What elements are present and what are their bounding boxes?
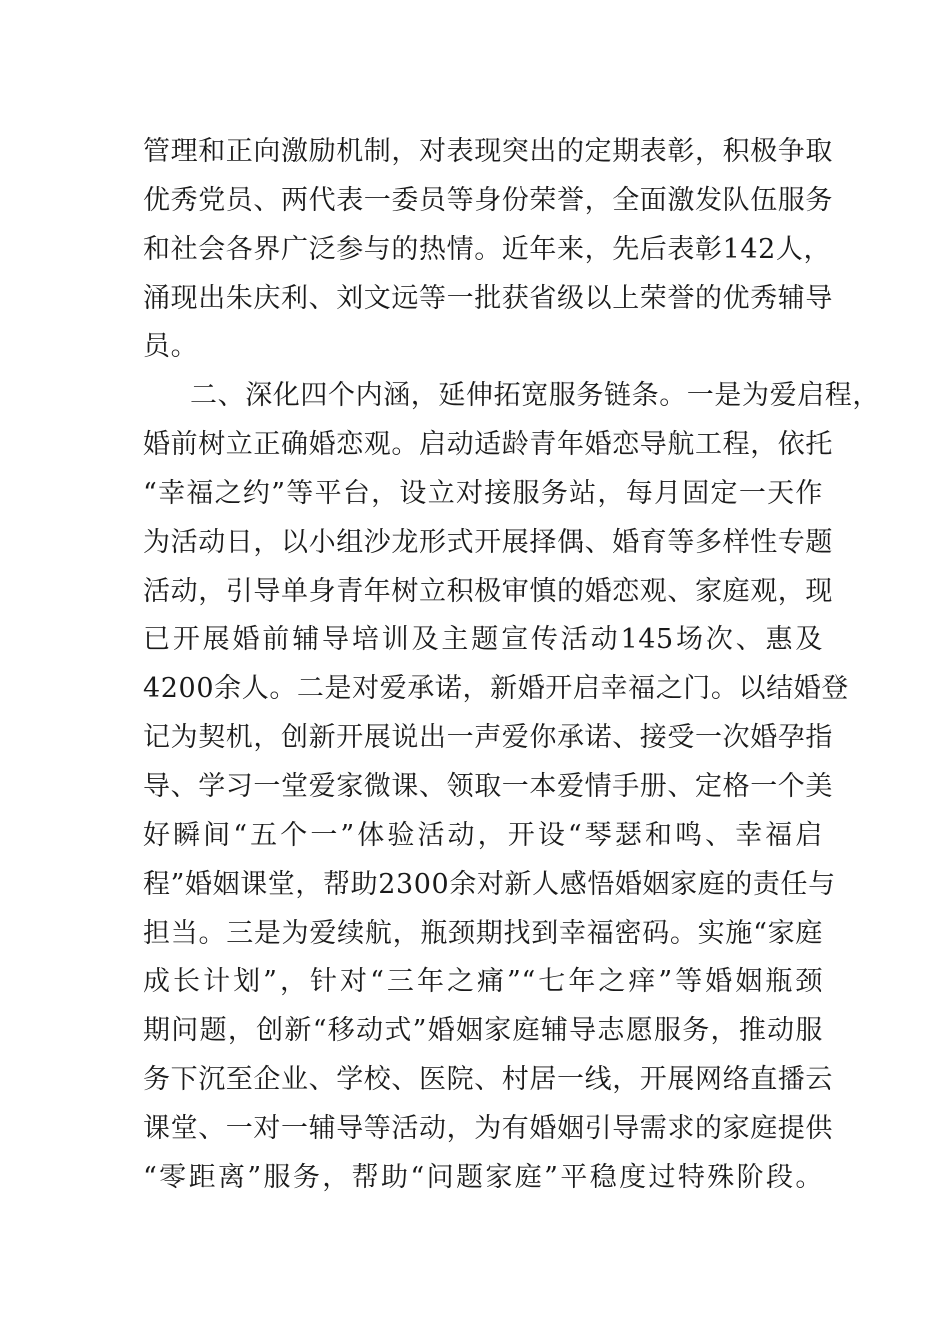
- text-line: 婚前树立正确婚恋观。启动适龄青年婚恋导航工程，依托: [143, 429, 833, 461]
- text-line: 为活动日，以小组沙龙形式开展择偶、婚育等多样性专题: [143, 526, 833, 558]
- text-line: 程”婚姻课堂，帮助2300余对新人感悟婚姻家庭的责任与: [143, 868, 836, 900]
- text-line: 担当。三是为爱续航，瓶颈期找到幸福密码。实施“家庭: [143, 917, 823, 949]
- text-line: 课堂、一对一辅导等活动，为有婚姻引导需求的家庭提供: [143, 1112, 833, 1144]
- text-line: “零距离”服务，帮助“问题家庭”平稳度过特殊阶段。: [143, 1161, 823, 1193]
- text-line: 和社会各界广泛参与的热情。近年来，先后表彰142人，: [143, 233, 832, 265]
- text-line: “幸福之约”等平台，设立对接服务站，每月固定一天作: [143, 477, 823, 509]
- text-line: 好瞬间“五个一”体验活动，开设“琴瑟和鸣、幸福启: [143, 819, 823, 851]
- body-text: [143, 128, 880, 1203]
- text-line: 4200余人。二是对爱承诺，新婚开启幸福之门。以结婚登: [143, 673, 849, 705]
- text-line: 优秀党员、两代表一委员等身份荣誉，全面激发队伍服务: [143, 184, 833, 216]
- text-line: 期问题，创新“移动式”婚姻家庭辅导志愿服务，推动服: [143, 1015, 823, 1047]
- text-line: 导、学习一堂爱家微课、领取一本爱情手册、定格一个美: [143, 770, 833, 802]
- text-line: 活动，引导单身青年树立积极审慎的婚恋观、家庭观，现: [143, 575, 833, 607]
- text-line: 管理和正向激励机制，对表现突出的定期表彰，积极争取: [143, 136, 833, 167]
- text-line: 涌现出朱庆利、刘文远等一批获省级以上荣誉的优秀辅导: [143, 282, 833, 314]
- text-line: 成长计划”，针对“三年之痛”“七年之痒”等婚姻瓶颈: [143, 966, 823, 998]
- text-line: 员。: [143, 331, 199, 363]
- text-line: 务下沉至企业、学校、医院、村居一线，开展网络直播云: [143, 1064, 833, 1096]
- text-line: 已开展婚前辅导培训及主题宣传活动145场次、惠及: [143, 624, 823, 656]
- section-heading-line: 二、深化四个内涵，延伸拓宽服务链条。一是为爱启程，: [190, 380, 880, 412]
- text-line: 记为契机，创新开展说出一声爱你承诺、接受一次婚孕指: [143, 722, 833, 754]
